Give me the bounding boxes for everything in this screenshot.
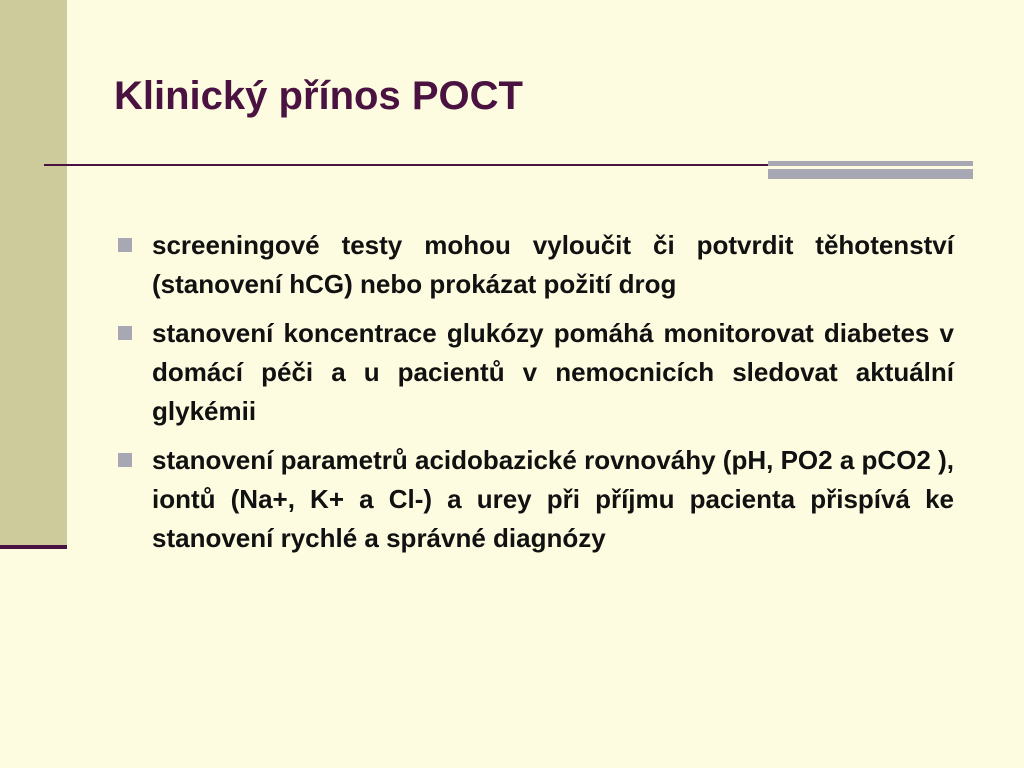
list-item xyxy=(116,314,954,431)
slide-title: Klinický přínos POCT xyxy=(114,74,523,118)
title-divider-accent-gap xyxy=(768,166,973,169)
list-item xyxy=(116,441,954,558)
bullet-list xyxy=(116,226,954,568)
title-divider-accent xyxy=(768,159,973,179)
bullet-text: stanovení koncentrace glukózy pomáhá monitorovat diabetes v domácí péči a u pacientů v nemocnicích sledovat aktuální glykémii xyxy=(152,318,954,426)
bullet-text: stanovení parametrů acidobazické rovnováhy (pH, PO2 a pCO2 ), iontů (Na+, K+ a Cl-) a urey při příjmu pacienta přispívá ke stanovení rychlé a správné diagnózy xyxy=(152,445,954,553)
title-divider-accent-edge xyxy=(768,159,973,161)
left-accent-bar xyxy=(0,545,67,549)
square-bullet-icon xyxy=(118,453,132,467)
square-bullet-icon xyxy=(118,238,132,252)
left-decorative-band xyxy=(0,0,67,545)
square-bullet-icon xyxy=(118,326,132,340)
title-divider-line xyxy=(44,164,768,166)
bullet-text: screeningové testy mohou vyloučit či potvrdit těhotenství (stanovení hCG) nebo prokázat požití drog xyxy=(152,230,954,299)
list-item xyxy=(116,226,954,304)
